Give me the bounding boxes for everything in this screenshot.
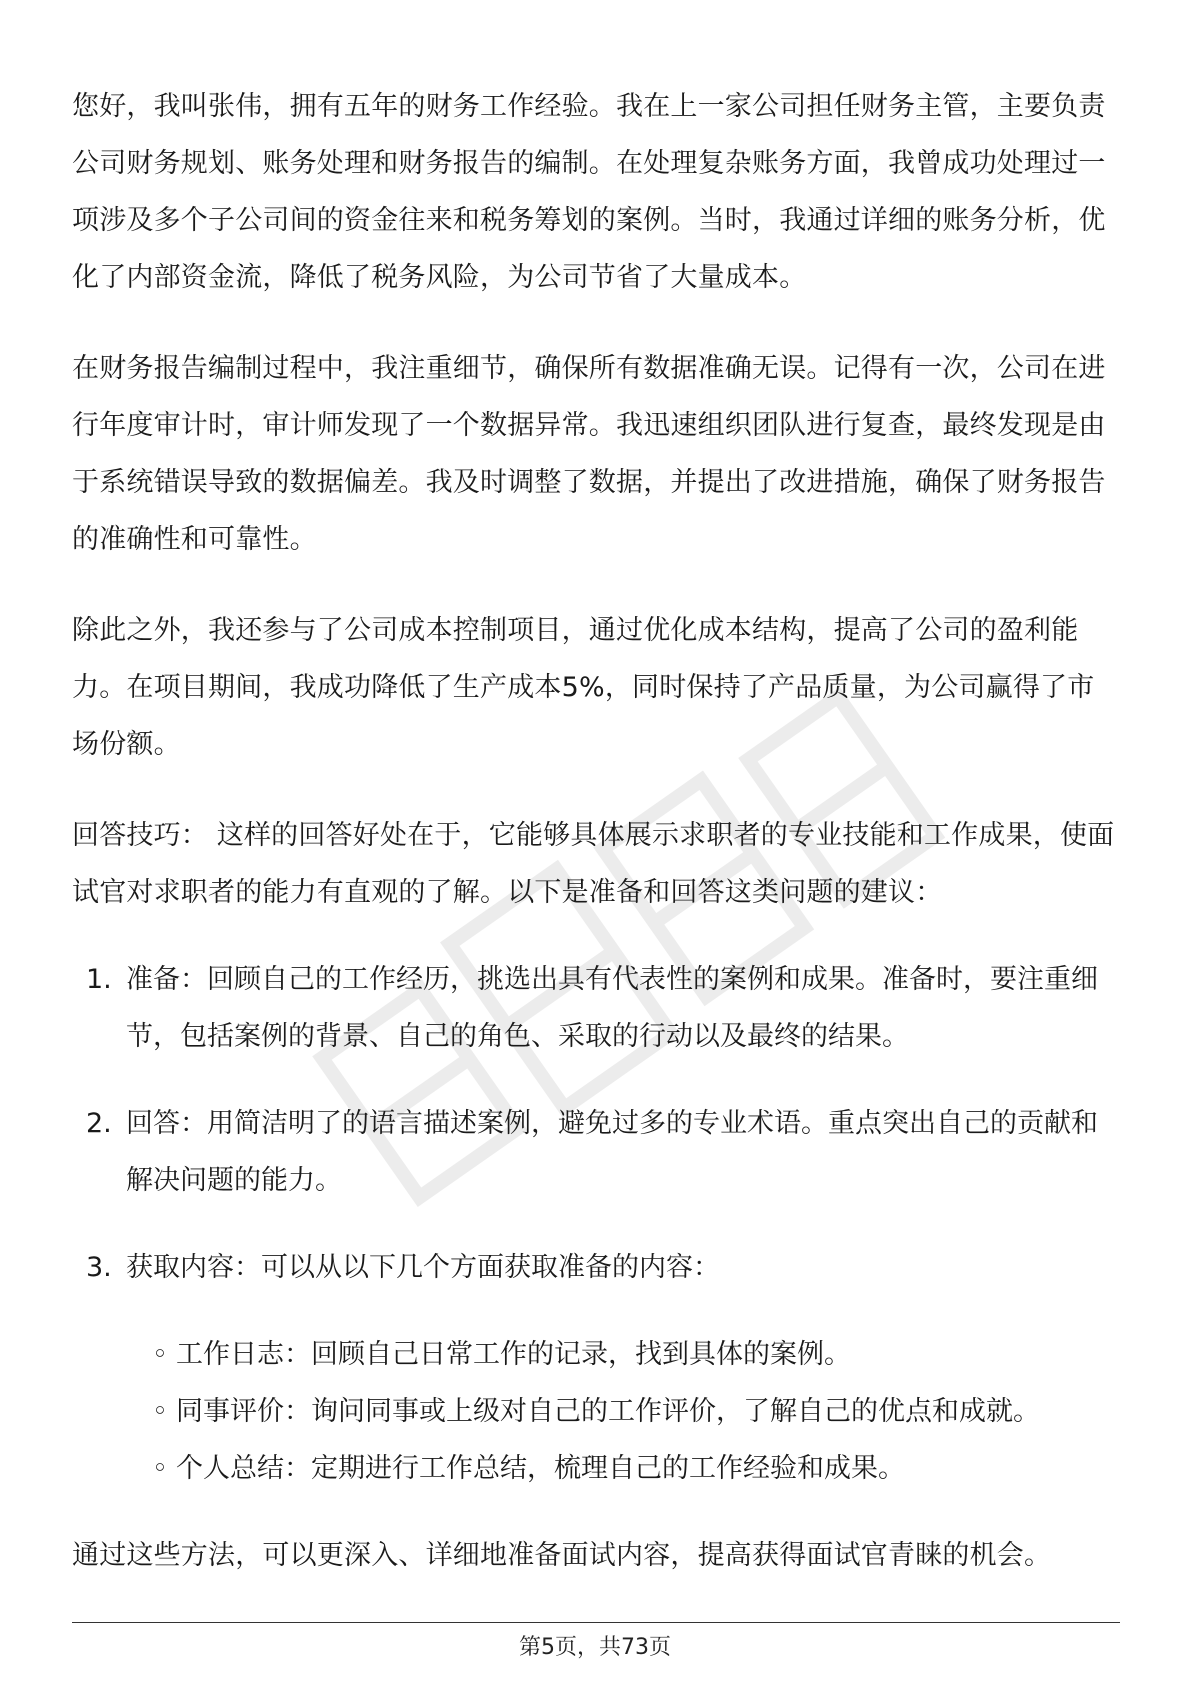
page-number: 第5页，共73页 xyxy=(519,1635,671,1660)
sub-list-item-text: 个人总结：定期进行工作总结，梳理自己的工作经验和成果。 xyxy=(176,1453,905,1484)
list-number: 3. xyxy=(86,1252,112,1283)
list-item-answer xyxy=(72,1095,1120,1209)
list-item-text: 准备：回顾自己的工作经历，挑选出具有代表性的案例和成果。准备时，要注重细节，包括案例的背景、自己的角色、采取的行动以及最终的结果。 xyxy=(126,964,1098,1052)
sub-list-item-worklog xyxy=(72,1326,1120,1383)
paragraph-report: 在财务报告编制过程中，我注重细节，确保所有数据准确无误。记得有一次，公司在进行年度审计时，审计师发现了一个数据异常。我迅速组织团队进行复查，最终发现是由于系统错误导致的数据偏差。我及时调整了数据，并提出了改进措施，确保了财务报告的准确性和可靠性。 xyxy=(72,353,1106,555)
list-item-text: 获取内容：可以从以下几个方面获取准备的内容： xyxy=(126,1252,720,1283)
list-item-prepare xyxy=(72,951,1120,1065)
bullet-circle-icon: ◦ xyxy=(152,1339,168,1370)
sub-list-item-text: 同事评价：询问同事或上级对自己的工作评价，了解自己的优点和成就。 xyxy=(176,1396,1040,1427)
list-item-text: 回答：用简洁明了的语言描述案例，避免过多的专业术语。重点突出自己的贡献和解决问题的能力。 xyxy=(126,1108,1098,1196)
bullet-circle-icon: ◦ xyxy=(152,1396,168,1427)
paragraph-tips: 回答技巧： 这样的回答好处在于，它能够具体展示求职者的专业技能和工作成果，使面试官对求职者的能力有直观的了解。以下是准备和回答这类问题的建议： xyxy=(72,820,1115,908)
list-item-content xyxy=(72,1239,1120,1296)
list-number: 1. xyxy=(86,964,112,995)
sub-list-item-peer-review xyxy=(72,1383,1120,1440)
sub-list-item-summary xyxy=(72,1440,1120,1497)
paragraph-cost-control: 除此之外，我还参与了公司成本控制项目，通过优化成本结构，提高了公司的盈利能力。在项目期间，我成功降低了生产成本5%，同时保持了产品质量，为公司赢得了市场份额。 xyxy=(72,615,1095,760)
footer-divider xyxy=(72,1622,1120,1623)
sub-list-item-text: 工作日志：回顾自己日常工作的记录，找到具体的案例。 xyxy=(176,1339,851,1370)
bullet-circle-icon: ◦ xyxy=(152,1453,168,1484)
paragraph-closing: 通过这些方法，可以更深入、详细地准备面试内容，提高获得面试官青睐的机会。 xyxy=(72,1540,1052,1571)
paragraph-intro: 您好，我叫张伟，拥有五年的财务工作经验。我在上一家公司担任财务主管，主要负责公司财务规划、账务处理和财务报告的编制。在处理复杂账务方面，我曾成功处理过一项涉及多个子公司间的资金往来和税务筹划的案例。当时，我通过详细的账务分析，优化了内部资金流，降低了税务风险，为公司节省了大量成本。 xyxy=(72,91,1106,293)
document-body xyxy=(72,78,1120,1584)
list-number: 2. xyxy=(86,1108,112,1139)
